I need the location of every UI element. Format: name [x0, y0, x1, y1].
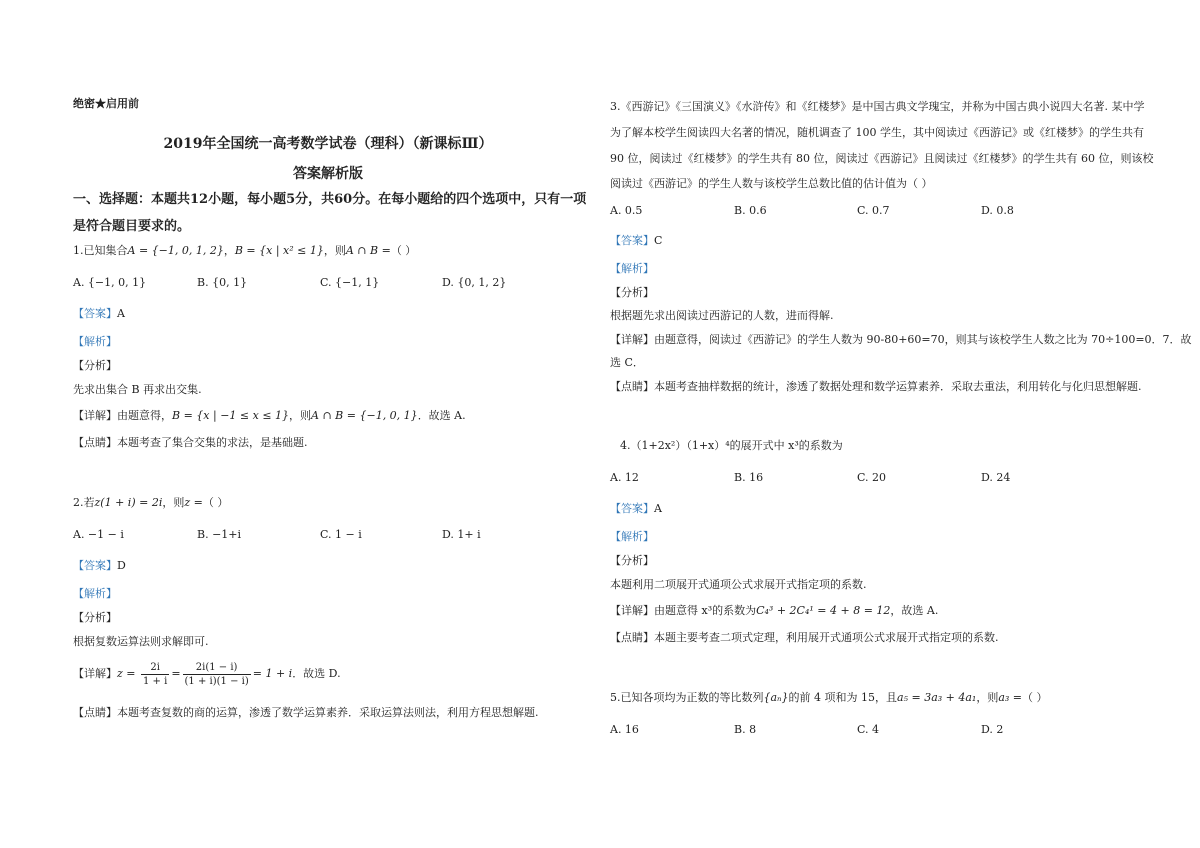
q3-stem-line-2: 为了解本校学生阅读四大名著的情况，随机调查了 100 学生，其中阅读过《西游记》或《红楼梦》的学生共有 — [610, 126, 1144, 139]
q3-option-c: C. 0.7 — [857, 204, 890, 217]
q3-answer: 【答案】C — [610, 234, 663, 247]
q3-option-a: A. 0.5 — [610, 204, 643, 217]
q3-option-b: B. 0.6 — [734, 204, 767, 217]
q3-option-d: D. 0.8 — [981, 204, 1014, 217]
q2-fraction-1: $\frac{2i}{1 + i}$ — [143, 661, 168, 687]
q2-jiexi-label: 【解析】 — [73, 587, 117, 600]
q1-option-c: C. {−1, 1} — [320, 276, 380, 289]
q1-jiexi-label: 【解析】 — [73, 335, 117, 348]
q2-option-b: B. −1+i — [197, 528, 242, 541]
q1-stem: 1.已知集合A = {−1, 0, 1, 2}，B = {x | x² ≤ 1}，则A ∩ B =（ ） — [73, 244, 417, 257]
q2-stem: 2.若z(1 + i) = 2i，则z =（ ） — [73, 496, 229, 509]
left-column — [73, 0, 603, 848]
q5-option-d: D. 2 — [981, 723, 1004, 736]
q4-detail: 【详解】由题意得 x³的系数为C₄³ + 2C₄¹ = 4 + 8 = 12，故选 A. — [610, 604, 939, 617]
q4-option-c: C. 20 — [857, 471, 887, 484]
q1-option-b: B. {0, 1} — [197, 276, 248, 289]
q3-jiexi-label: 【解析】 — [610, 262, 654, 275]
q1-answer: 【答案】A — [73, 307, 125, 320]
q2-analysis: 根据复数运算法则求解即可. — [73, 635, 209, 648]
q4-option-a: A. 12 — [610, 471, 639, 484]
q3-analysis: 根据题先求出阅读过西游记的人数，进而得解. — [610, 309, 834, 322]
q5-option-c: C. 4 — [857, 723, 880, 736]
q1-option-d: D. {0, 1, 2} — [442, 276, 507, 289]
q1-analysis: 先求出集合 B 再求出交集. — [73, 383, 202, 396]
confidential-mark: 绝密★启用前 — [73, 97, 139, 110]
q3-detail-line-1: 【详解】由题意得，阅读过《西游记》的学生人数为 90-80+60=70，则其与该校学生人数之比为 70÷100=0．7．故 — [610, 333, 1192, 346]
section-heading: 一、选择题：本题共12小题，每小题5分，共60分。在每小题给的四个选项中，只有一项是符合题目要求的。 — [73, 192, 587, 234]
q4-jiexi-label: 【解析】 — [610, 530, 654, 543]
q3-detail-line-2: 选 C． — [610, 356, 644, 369]
q2-comment: 【点睛】本题考查复数的商的运算，渗透了数学运算素养．采取运算法则法，利用方程思想解题. — [73, 706, 539, 719]
q3-stem-line-4: 阅读过《西游记》的学生人数与该校学生总数比值的估计值为（ ） — [610, 177, 933, 190]
page-subtitle: 答案解析版 — [293, 166, 363, 182]
q2-answer: 【答案】D — [73, 559, 126, 572]
q5-option-b: B. 8 — [734, 723, 757, 736]
q1-fenxi-label: 【分析】 — [73, 359, 117, 372]
q2-fenxi-label: 【分析】 — [73, 611, 117, 624]
q2-option-d: D. 1+ i — [442, 528, 481, 541]
q4-option-d: D. 24 — [981, 471, 1011, 484]
q4-comment: 【点睛】本题主要考查二项式定理，利用展开式通项公式求展开式指定项的系数. — [610, 631, 999, 644]
q2-option-c: C. 1 − i — [320, 528, 362, 541]
q2-fraction-2: $\frac{2i(1 - i)}{(1 + i)(1 - i)}$ — [184, 661, 249, 687]
q2-detail: 【详解】z = $\frac{2i}{1 + i}$ = $\frac{2i(1 - i)}{(1 + i)(1 - i)}$ = 1 + i．故选 D. — [73, 661, 341, 687]
q4-fenxi-label: 【分析】 — [610, 554, 654, 567]
q1-option-a: A. {−1, 0, 1} — [73, 276, 147, 289]
q1-detail: 【详解】由题意得，B = {x | −1 ≤ x ≤ 1}，则A ∩ B = {−1, 0, 1}．故选 A. — [73, 409, 466, 422]
q3-stem-line-3: 90 位，阅读过《红楼梦》的学生共有 80 位，阅读过《西游记》且阅读过《红楼梦》的学生共有 60 位，则该校 — [610, 152, 1154, 165]
q4-stem: 4.（1+2x²）（1+x）⁴的展开式中 x³的系数为 — [620, 439, 843, 452]
q3-stem-line-1: 3.《西游记》《三国演义》《水浒传》和《红楼梦》是中国古典文学瑰宝，并称为中国古典小说四大名著. 某中学 — [610, 100, 1145, 113]
q4-answer: 【答案】A — [610, 502, 662, 515]
q1-comment: 【点睛】本题考查了集合交集的求法，是基础题. — [73, 436, 308, 449]
right-column — [610, 0, 1192, 848]
q3-comment: 【点睛】本题考查抽样数据的统计，渗透了数据处理和数学运算素养．采取去重法，利用转化与化归思想解题. — [610, 380, 1142, 393]
q5-option-a: A. 16 — [610, 723, 639, 736]
q4-analysis: 本题利用二项展开式通项公式求展开式指定项的系数. — [610, 578, 867, 591]
q5-stem: 5.已知各项均为正数的等比数列{aₙ}的前 4 项和为 15，且a₅ = 3a₃ + 4a₁，则a₃ =（ ） — [610, 691, 1048, 704]
q2-option-a: A. −1 − i — [73, 528, 124, 541]
q4-option-b: B. 16 — [734, 471, 764, 484]
page-title: 2019年全国统一高考数学试卷（理科）（新课标Ⅲ） — [163, 136, 493, 152]
q3-fenxi-label: 【分析】 — [610, 286, 654, 299]
